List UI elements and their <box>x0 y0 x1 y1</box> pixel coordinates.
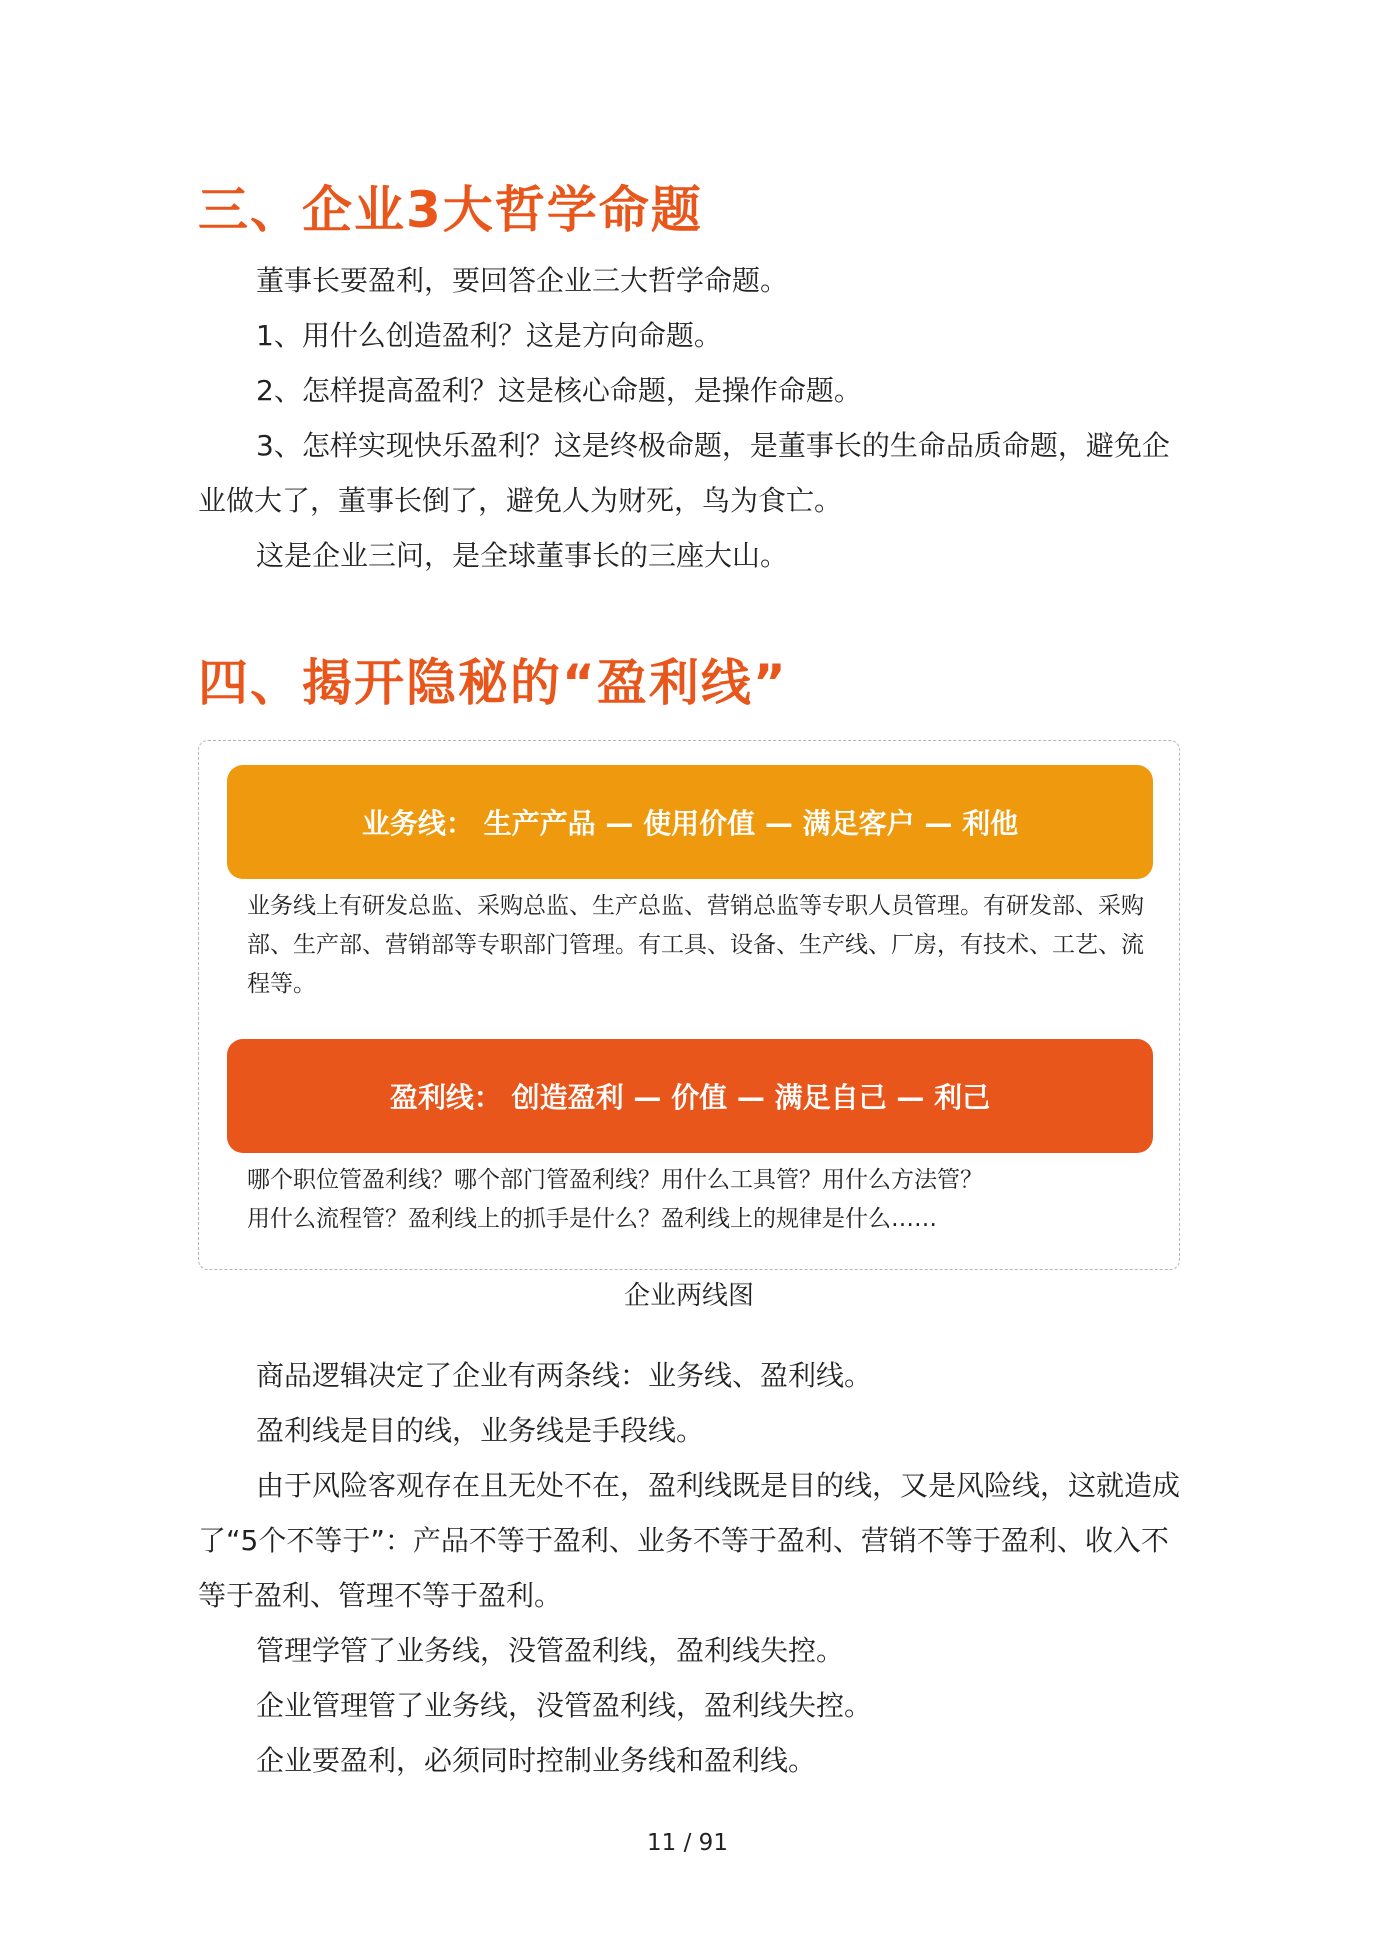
section4-body <box>198 1348 1188 1788</box>
profit-line-description <box>247 1161 1147 1239</box>
paragraph: 董事长要盈利，要回答企业三大哲学命题。 <box>256 264 789 297</box>
paragraph: 管理学管了业务线，没管盈利线，盈利线失控。 <box>256 1634 845 1667</box>
business-line-description: 业务线上有研发总监、采购总监、生产总监、营销总监等专职人员管理。有研发部、采购部、生产部、营销部等专职部门管理。有工具、设备、生产线、厂房，有技术、工艺、流程等。 <box>247 893 1144 997</box>
paragraph: 企业管理管了业务线，没管盈利线，盈利线失控。 <box>256 1689 873 1722</box>
section3-body <box>198 253 1188 583</box>
diagram-caption: 企业两线图 <box>623 1281 754 1311</box>
business-line-band: 业务线： 生产产品 — 使用价值 — 满足客户 — 利他 <box>227 765 1153 879</box>
paragraph: 3、怎样实现快乐盈利？这是终极命题，是董事长的生命品质命题，避免企业做大了，董事长倒了，避免人为财死，鸟为食亡。 <box>198 429 1170 517</box>
section3-title: 三、企业3大哲学命题 <box>198 181 703 239</box>
page-number: 11 / 91 <box>647 1830 728 1856</box>
paragraph: 由于风险客观存在且无处不在，盈利线既是目的线，又是风险线，这就造成了“5个不等于”：产品不等于盈利、业务不等于盈利、营销不等于盈利、收入不等于盈利、管理不等于盈利。 <box>198 1469 1181 1612</box>
paragraph: 盈利线是目的线，业务线是手段线。 <box>256 1414 705 1447</box>
paragraph: 这是企业三问，是全球董事长的三座大山。 <box>256 539 789 572</box>
profit-line-description-line: 用什么流程管？盈利线上的抓手是什么？盈利线上的规律是什么…… <box>247 1206 937 1232</box>
paragraph: 企业要盈利，必须同时控制业务线和盈利线。 <box>256 1744 817 1777</box>
two-lines-diagram <box>198 740 1180 1270</box>
paragraph: 2、怎样提高盈利？这是核心命题，是操作命题。 <box>256 374 862 407</box>
paragraph: 商品逻辑决定了企业有两条线：业务线、盈利线。 <box>256 1359 873 1392</box>
profit-line-band: 盈利线： 创造盈利 — 价值 — 满足自己 — 利己 <box>227 1039 1153 1153</box>
paragraph: 1、用什么创造盈利？这是方向命题。 <box>256 319 722 352</box>
profit-line-description-line: 哪个职位管盈利线？哪个部门管盈利线？用什么工具管？用什么方法管？ <box>247 1167 983 1193</box>
section4-title: 四、揭开隐秘的“盈利线” <box>198 654 788 712</box>
